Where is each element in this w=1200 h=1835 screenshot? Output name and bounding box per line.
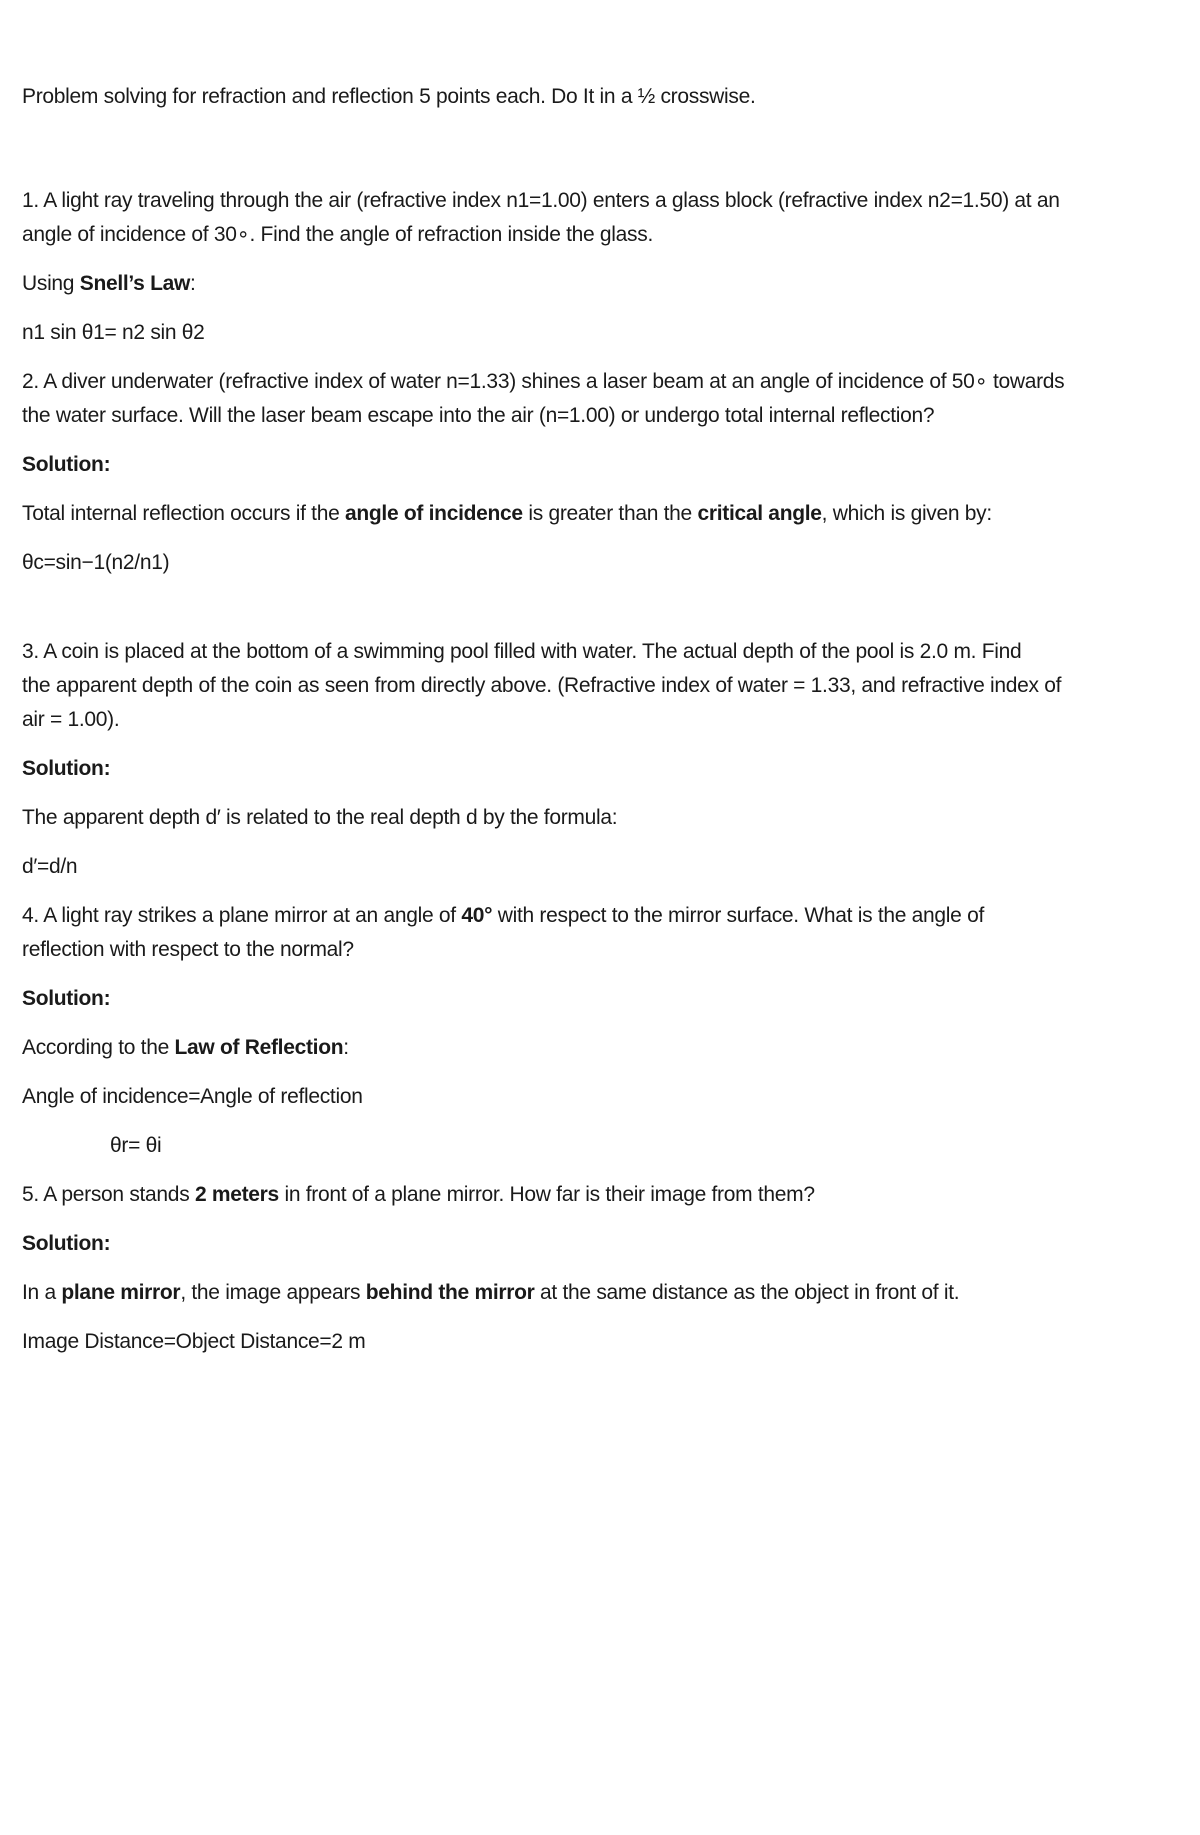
q5-solution-label: Solution: xyxy=(22,1232,111,1255)
q4-solution-label: Solution: xyxy=(22,987,111,1010)
q3-explanation: The apparent depth d′ is related to the real depth d by the formula: xyxy=(22,806,618,829)
q1-formula: n1 sin θ1= n2 sin θ2 xyxy=(22,321,205,344)
q5-expl-e: at the same distance as the object in front of it. xyxy=(534,1281,960,1304)
q4-law-bold: Law of Reflection xyxy=(174,1036,344,1059)
q5-answer: Image Distance=Object Distance=2 m xyxy=(22,1330,366,1353)
q5-explanation xyxy=(22,1276,1142,1310)
q2-explanation xyxy=(22,497,1142,531)
q2-expl-e: , which is given by: xyxy=(821,502,992,525)
spacer xyxy=(22,114,1142,184)
q5-expl-a: In a xyxy=(22,1281,62,1304)
q3-formula: d′=d/n xyxy=(22,855,78,878)
q2-line-2: the water surface. Will the laser beam escape into the air (n=1.00) or undergo total internal reflection? xyxy=(22,404,935,427)
q2-line-1: 2. A diver underwater (refractive index of water n=1.33) shines a laser beam at an angle of incidence of 50∘ towards xyxy=(22,370,1065,393)
q5-line1-c: in front of a plane mirror. How far is their image from them? xyxy=(278,1183,815,1206)
q2-expl-a: Total internal reflection occurs if the xyxy=(22,502,345,525)
q2-expl-b: angle of incidence xyxy=(345,502,523,525)
q5-line1-b: 2 meters xyxy=(194,1183,279,1206)
q4-line1-a: 4. A light ray strikes a plane mirror at an angle of xyxy=(22,904,462,927)
q2-solution-label: Solution: xyxy=(22,453,111,476)
q4-law-suffix: : xyxy=(343,1036,349,1059)
q3-solution-label: Solution: xyxy=(22,757,111,780)
q2-expl-c: is greater than the xyxy=(522,502,698,525)
q1-using-prefix: Using xyxy=(22,272,80,295)
q1-using-suffix: : xyxy=(190,272,196,295)
q5-line-1 xyxy=(22,1178,1142,1212)
intro-text: Problem solving for refraction and reflection 5 points each. Do It in a ½ crosswise. xyxy=(22,85,756,108)
q5-expl-c: , the image appears xyxy=(180,1281,366,1304)
document-page xyxy=(22,80,1142,1359)
q5-expl-d: behind the mirror xyxy=(365,1281,535,1304)
q4-line-2: reflection with respect to the normal? xyxy=(22,938,354,961)
q4-formula: θr= θi xyxy=(110,1134,162,1157)
q1-using-bold: Snell’s Law xyxy=(79,272,191,295)
q4-line1-c: with respect to the mirror surface. What is the angle of xyxy=(492,904,984,927)
q1-line-2: angle of incidence of 30∘. Find the angle of refraction inside the glass. xyxy=(22,223,653,246)
q3-line-3: air = 1.00). xyxy=(22,708,120,731)
q4-line1-b: 40° xyxy=(461,904,493,927)
q3-line-1: 3. A coin is placed at the bottom of a swimming pool filled with water. The actual depth of the pool is 2.0 m. Find xyxy=(22,640,1022,663)
q4-law xyxy=(22,1031,1142,1065)
q2-expl-d: critical angle xyxy=(697,502,822,525)
q4-equation: Angle of incidence=Angle of reflection xyxy=(22,1085,363,1108)
q4-line-1 xyxy=(22,899,1142,933)
q2-formula: θc=sin−1(n2/n1) xyxy=(22,551,170,574)
q4-law-prefix: According to the xyxy=(22,1036,175,1059)
q5-line1-a: 5. A person stands xyxy=(22,1183,195,1206)
q3-line-2: the apparent depth of the coin as seen from directly above. (Refractive index of water = 1.33, and refractive index of xyxy=(22,674,1062,697)
q5-expl-b: plane mirror xyxy=(61,1281,181,1304)
q1-using-law xyxy=(22,267,1142,301)
q1-line-1: 1. A light ray traveling through the air (refractive index n1=1.00) enters a glass block (refractive index n2=1.50) at an xyxy=(22,189,1060,212)
